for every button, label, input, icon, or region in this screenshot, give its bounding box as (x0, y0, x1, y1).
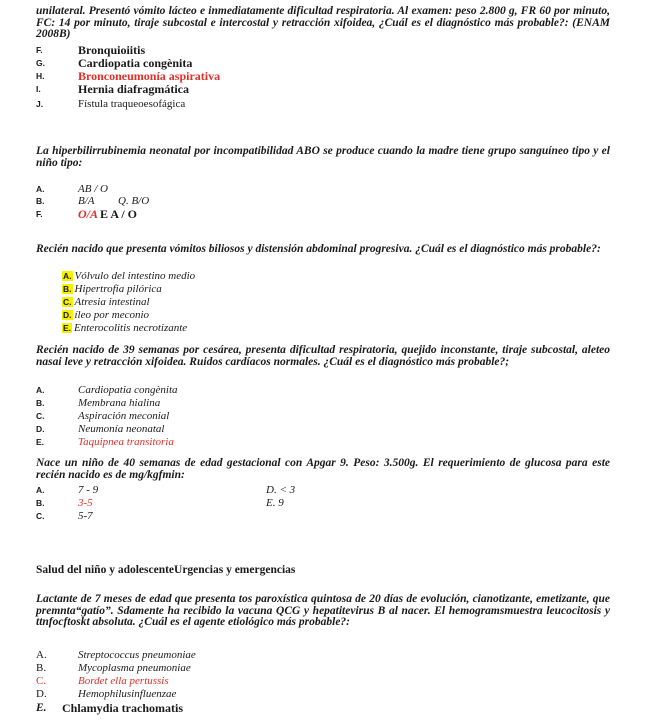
section-title: Salud del niño y adolescenteUrgencias y emergencias (36, 564, 296, 576)
q3-option-b: B. Hipertrofia pilórica (63, 283, 162, 295)
question-4-stem: Recién nacido de 39 semanas por cesárea, presenta dificultad respiratoria, quejido inconstante, tiraje subcostal, aleteo nasai leve y retracción xifoidea. Ruidos cardíacos normales. ¿Cuál es el diagnóstico más probable?; (36, 344, 610, 368)
q3-option-e: E. Enterocolitis necrotizante (63, 322, 188, 334)
q3-option-c: C. Atresia intestinal (63, 296, 150, 308)
q6-correct-answer: Bordet ella pertussis (78, 675, 169, 687)
q4-correct-answer: Taquipnea transitoria (78, 436, 174, 448)
document-page: unilateral. Presentó vómito lácteo e inmediatamente dificultad respiratoria. Al examen: peso 2.800 g, FR 60 por minuto, FC: 14 por minuto, tiraje subcostal e intercostal y retracción xifoidea, ¿Cuál es el diagnóstico más probable?: (ENAM 2008B) F. Bronquioiitis G. Cardiopatia congènita H. Bronconeumonía aspirativa I. Hernia diafragmática J. Fístula traqueoesofágica La hiperbilirrubinemia neonatal por incompatibilidad ABO se produce cuando la madre tiene grupo sanguíneo tipo y el niño tipo: A. AB / O B. B/A Q. B/O F. O/A E A / O Recién nacido que presenta vómitos biliosos y distensión abdominal progresiva. ¿Cuál es el diagnóstico más probable?: A. Vólvulo del intestino medio B. Hipertrofia pilórica C. Atresia intestinal D. íleo por meconio E. Enterocolitis necrotizante Recién nacido de 39 semanas por cesárea, presenta dificultad respiratoria, quejido inconstante, tiraje subcostal, aleteo nasai leve y retracción xifoidea. Ruidos cardíacos normales. ¿Cuál es el diagnóstico más probable?; A. Cardiopatia congènita B. Membrana hialina C. Aspiración meconial D. Neumonía neonatal E. Taquipnea transitoria Nace un niño de 40 semanas de edad gestacional con Apgar 9. Peso: 3.500g. El requerimiento de glucosa para este recién nacido es de mg/kgfmin: A. 7 - 9 B. 3-5 C. 5-7 D. < 3 E. 9 Salud del niño y adolescenteUrgencias y emergencias Lactante de 7 meses de edad que presenta tos paroxística quintosa de 20 días de evolución, cianotizante, emetizante, que premnta“gatío”. Sdamente ha recibido la vacuna QCG y hepatitevirus B al nacer. El hemogramsmuestra leucocitosis y ttnfocftoskt absoluta. ¿Cuál es el agente etiológico más probable?: A. Streptococcus pneumoniae B. Mycoplasma pneumoniae C. Bordet ella pertussis D. Hemophilusinfluenzae E. Chlamydia trachomatis (36, 5, 610, 715)
q3-option-d: D. íleo por meconio (63, 309, 150, 321)
q5-option-e: E. 9 (266, 497, 284, 509)
question-6-stem: Lactante de 7 meses de edad que presenta tos paroxística quintosa de 20 días de evolución, cianotizante, emetizante, que premnta“gatío”. Sdamente ha recibido la vacuna QCG y hepatitevirus B al nacer. El hemogramsmuestra leucocitosis y ttnfocftoskt absoluta. ¿Cuál es el agente etiológico más probable?: (36, 593, 610, 628)
q1-correct-answer: Bronconeumonía aspirativa (78, 69, 221, 83)
question-2-stem: La hiperbilirrubinemia neonatal por incompatibilidad ABO se produce cuando la madre tiene grupo sanguíneo tipo y el niño tipo: (36, 145, 610, 169)
question-3-stem: Recién nacido que presenta vómitos biliosos y distensión abdominal progresiva. ¿Cuál es el diagnóstico más probable?: (36, 243, 601, 255)
q3-option-a: A. Vólvulo del intestino medio (63, 270, 196, 282)
q2-correct-answer: O/A (78, 207, 99, 221)
question-1-stem: unilateral. Presentó vómito lácteo e inmediatamente dificultad respiratoria. Al examen: peso 2.800 g, FR 60 por minuto, FC: 14 por minuto, tiraje subcostal e intercostal y retracción xifoidea, ¿Cuál es el diagnóstico más probable?: (ENAM 2008B) (36, 5, 610, 40)
question-5-stem: Nace un niño de 40 semanas de edad gestacional con Apgar 9. Peso: 3.500g. El requerimiento de glucosa para este recién nacido es de mg/kgfmin: (36, 457, 610, 481)
q5-option-d: D. < 3 (266, 484, 296, 496)
q5-correct-answer: 3-5 (78, 497, 93, 509)
